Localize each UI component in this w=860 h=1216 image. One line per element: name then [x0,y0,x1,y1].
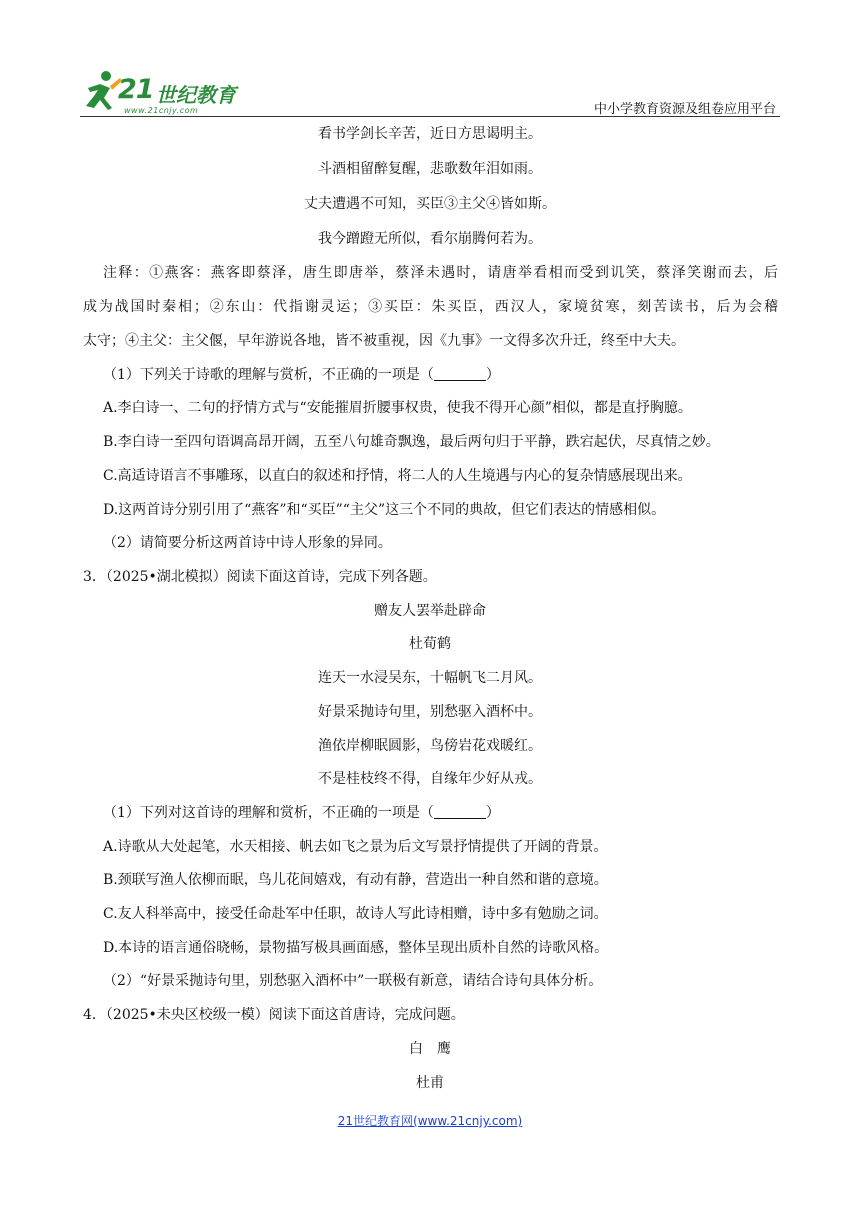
question-intro: 3．（2025•湖北模拟）阅读下面这首诗，完成下列各题。 [83,569,437,585]
footer-link[interactable]: 21世纪教育网(www.21cnjy.com) [337,1114,523,1128]
logo [80,68,250,118]
notes-line: 成为战国时秦相；②东山：代指谢灵运；③买臣：朱买臣，西汉人，家境贫寒，刻苦读书，后为会稽 [83,299,778,315]
answer-blank[interactable] [434,366,486,381]
poem-line: 连天一水浸吴东，十幅帆飞二月风。 [318,670,542,686]
answer-blank[interactable] [434,804,486,819]
poem-line: 好景采抛诗句里，别愁驱入酒杯中。 [318,704,542,720]
poem-line: 我今蹭蹬无所似，看尔崩腾何若为。 [318,231,542,247]
notes-line: 注释：①燕客：燕客即蔡泽，唐生即唐举，蔡泽未遇时，请唐举看相而受到讥笑，蔡泽笑谢而去，后 [103,265,778,281]
question-text: （1）下列对这首诗的理解和赏析，不正确的一项是（ [103,805,434,821]
logo-url: www.21cnjy.com [124,106,199,115]
question-text: （1）下列关于诗歌的理解与赏析，不正确的一项是（ [103,367,434,383]
poem-author: 杜甫 [416,1075,444,1091]
poem-line: 不是桂枝终不得，自缘年少好从戎。 [318,771,542,787]
poem-line: 渔依岸柳眠圆影，鸟傍岩花戏暖红。 [318,738,542,754]
logo-number: 21 [118,74,154,105]
header-divider [80,116,780,117]
question-text-end: ） [485,367,500,383]
option-c: C.友人科举高中，接受任命赴军中任职，故诗人写此诗相赠，诗中多有勉励之词。 [103,906,608,922]
question-sub2: （2）请简要分析这两首诗中诗人形象的异同。 [103,535,392,551]
logo-text: 世纪教育 [156,83,236,107]
option-a: A.诗歌从大处起笔，水天相接、帆去如飞之景为后文写景抒情提供了开阔的背景。 [103,839,608,855]
option-d: D.这两首诗分别引用了“燕客”和“买臣”“主父”这三个不同的典故，但它们表达的情感相似。 [103,502,666,518]
option-d: D.本诗的语言通俗晓畅，景物描写极具画面感，整体呈现出质朴自然的诗歌风格。 [103,940,609,956]
option-b: B.颈联写渔人依柳而眠，鸟儿花间嬉戏，有动有静，营造出一种自然和谐的意境。 [103,872,608,888]
poem-title: 白 鹰 [409,1041,451,1057]
question-sub2: （2）“好景采抛诗句里，别愁驱入酒杯中”一联极有新意，请结合诗句具体分析。 [103,973,603,989]
option-c: C.高适诗语言不事雕琢，以直白的叙述和抒情，将二人的人生境遇与内心的复杂情感展现出来。 [103,468,692,484]
notes-line: 太守；④主父：主父偃，早年游说各地，皆不被重视，因《九事》一文得多次升迁，终至中大夫。 [83,333,685,349]
poem-line: 丈夫遭遇不可知，买臣③主父④皆如斯。 [304,196,556,212]
question-sub1 [103,365,500,385]
question-intro: 4．（2025•未央区校级一模）阅读下面这首唐诗，完成问题。 [83,1007,465,1023]
question-text-end: ） [485,805,500,821]
poem-line: 斗酒相留醉复醒，悲歌数年泪如雨。 [318,161,542,177]
option-a: A.李白诗一、二句的抒情方式与“安能摧眉折腰事权贵，使我不得开心颜”相似，都是直抒胸臆。 [103,400,692,416]
poem-line: 看书学剑长辛苦，近日方思谒明主。 [318,126,542,142]
option-b: B.李白诗一至四句语调高昂开阔，五至八句雄奇飘逸，最后两句归于平静，跌宕起伏，尽真情之妙。 [103,434,720,450]
question-sub1 [103,803,500,823]
poem-author: 杜荀鹤 [409,636,451,652]
poem-title: 赠友人罢举赴辟命 [374,603,486,619]
platform-name: 中小学教育资源及组卷应用平台 [593,102,776,117]
